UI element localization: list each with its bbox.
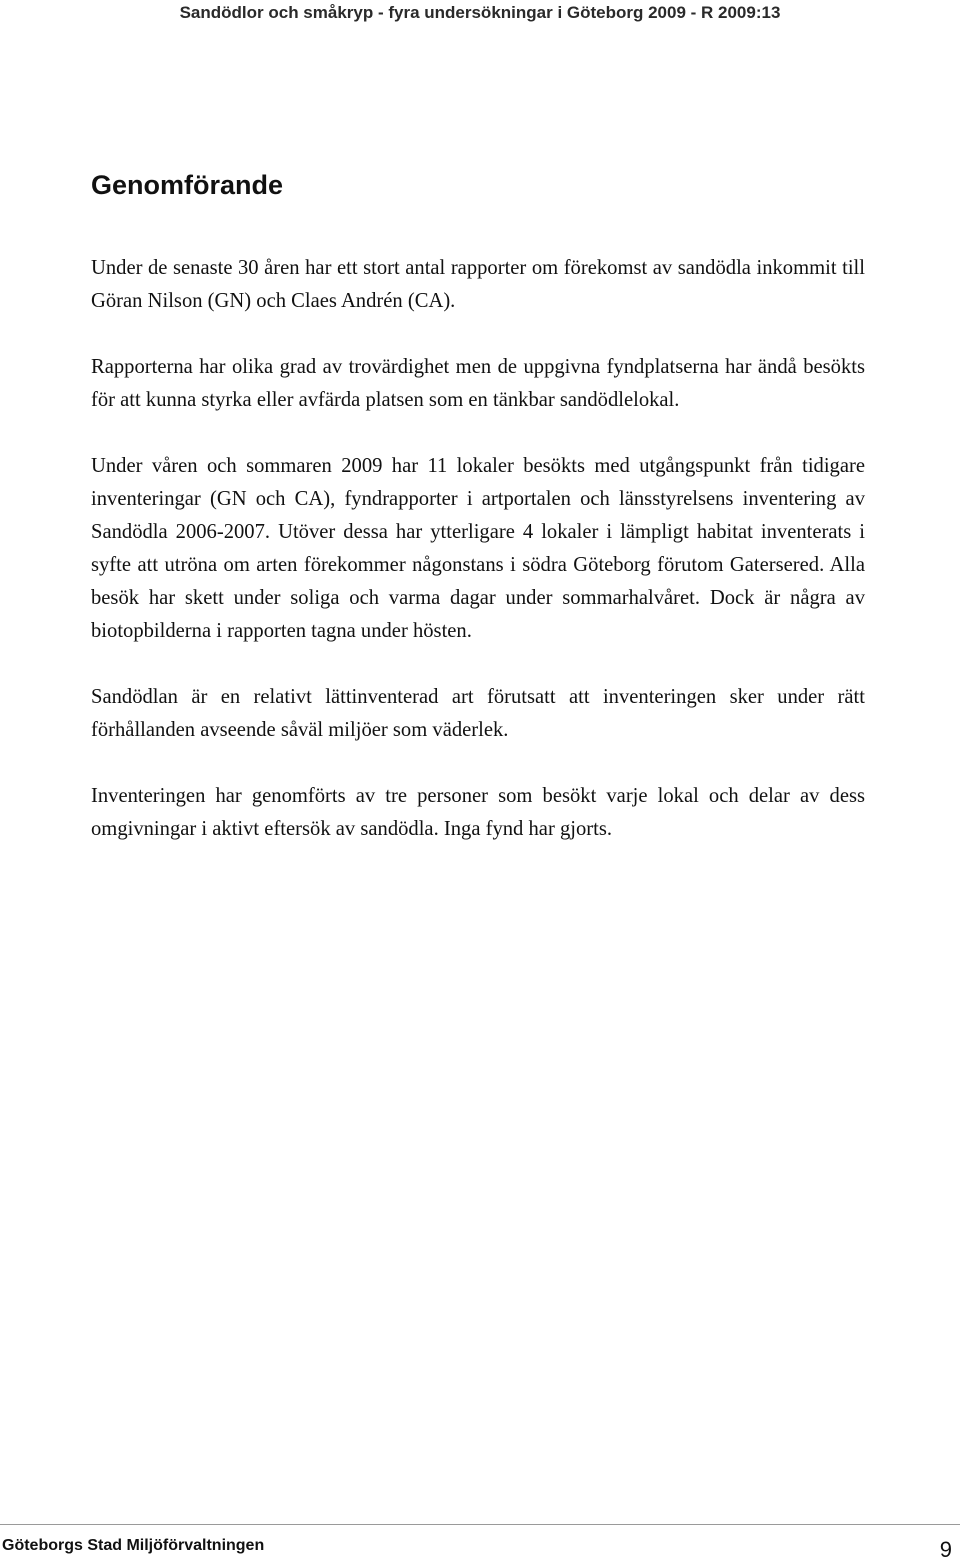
paragraph-reports-received: Under de senaste 30 åren har ett stort antal rapporter om förekomst av sandödla inkommit till Göran Nilson (GN) och Claes Andrén (CA). [91,257,865,312]
page-number: 9 [939,1537,952,1562]
footer-divider [0,1524,960,1525]
running-header: Sandödlor och småkryp - fyra undersökningar i Göteborg 2009 - R 2009:13 [179,3,781,22]
paragraph-credibility: Rapporterna har olika grad av trovärdighet men de uppgivna fyndplatserna har ändå besökts för att kunna styrka eller avfärda platsen som en tänkbar sandödlelokal. [91,356,865,411]
body-text [91,252,865,879]
footer-organization: Göteborgs Stad Miljöförvaltningen [2,1537,265,1554]
paragraph-survey-2009: Under våren och sommaren 2009 har 11 lokaler besökts med utgångspunkt från tidigare inventeringar (GN och CA), fyndrapporter i artportalen och länsstyrelsens inventering av Sandödla 2006-2007. Utöver dessa har ytterligare 4 lokaler i lämpligt habitat inventerats i syfte att utröna om arten förekommer någonstans i södra Göteborg förutom Gatersered. Alla besök har skett under soliga och varma dagar under sommarhalvåret. Dock är några av biotopbilderna i rapporten tagna under hösten. [91,455,865,642]
paragraph-survey-team: Inventeringen har genomförts av tre personer som besökt varje lokal och delar av dess omgivningar i aktivt eftersök av sandödla. Inga fynd har gjorts. [91,785,865,840]
paragraph-easy-survey: Sandödlan är en relativt lättinventerad art förutsatt att inventeringen sker under rätt förhållanden avseende såväl miljöer som väderlek. [91,686,865,741]
section-heading: Genomförande [91,170,284,200]
